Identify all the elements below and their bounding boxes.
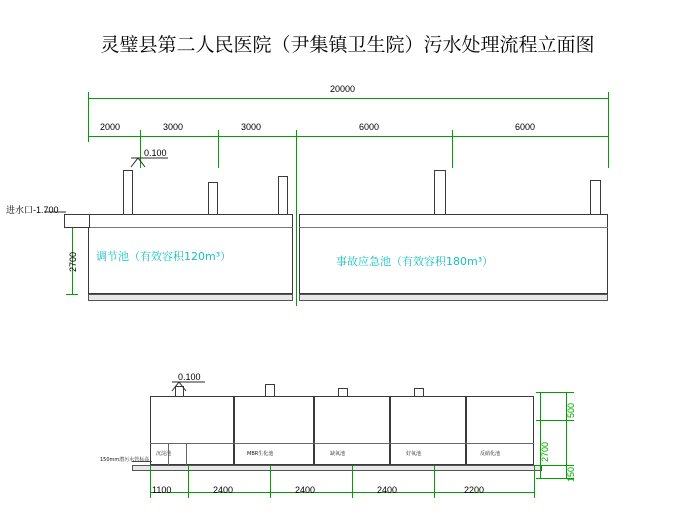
inlet-label: 进水口-1.700	[6, 205, 59, 215]
extension-line	[150, 466, 151, 492]
chamber-partition	[168, 443, 169, 465]
extension-line	[140, 136, 141, 168]
riser-pipe	[590, 180, 601, 215]
extension-line	[352, 466, 353, 492]
page-title: 灵璧县第二人民医院（尹集镇卫生院）污水处理流程立面图	[100, 34, 595, 56]
dim-tick	[66, 294, 78, 295]
tank-label-anoxic: 缺氧池	[330, 451, 346, 457]
right-dim-label-2700: 2700	[540, 441, 550, 462]
level-mark-label: 0.100	[144, 148, 167, 158]
extension-line	[452, 136, 453, 168]
riser-pipe	[338, 388, 348, 397]
riser-pipe	[434, 170, 446, 215]
pipe-note-label: 150mm潜污水管标高	[100, 457, 150, 463]
segment-dimension-label: 2000	[100, 122, 121, 132]
overall-dimension-line	[88, 98, 608, 99]
dim-tick	[536, 465, 574, 466]
base-slab	[88, 294, 293, 301]
bottom-dim-label: 2400	[213, 485, 234, 495]
tank-label-regulating: 调节池（有效容积120m³）	[96, 250, 232, 263]
tank-label-emergency: 事故应急池（有效容积180m³）	[336, 255, 494, 268]
right-dim-label-150: 150	[566, 466, 576, 482]
right-dimension-line-inner	[540, 392, 541, 478]
tank-label-mbr: MBR生化池	[247, 451, 274, 457]
riser-pipe	[278, 176, 288, 215]
tank-aerobic	[390, 396, 466, 465]
bottom-dim-label: 2200	[464, 485, 485, 495]
tank-mbr	[234, 396, 314, 465]
inlet-box	[64, 214, 90, 228]
level-mark-label-bottom: 0.100	[178, 372, 201, 382]
pipe-leader-line	[132, 461, 152, 462]
level-mark-triangle-icon	[131, 158, 145, 167]
extension-line	[296, 136, 297, 306]
bottom-dim-label: 1100	[152, 485, 172, 495]
extension-line	[434, 466, 435, 492]
right-dim-label-500: 500	[566, 402, 576, 418]
tank-label-sedimentation: 沉淀池	[156, 451, 172, 457]
riser-pipe	[175, 386, 184, 397]
riser-pipe	[265, 384, 275, 397]
segment-dimension-label: 3000	[163, 122, 184, 132]
bottom-dim-label: 2400	[377, 485, 398, 495]
riser-pipe	[123, 170, 133, 215]
segment-dimension-label: 3000	[241, 122, 262, 132]
riser-pipe	[208, 182, 218, 215]
height-dimension-label: 2700	[68, 251, 78, 272]
dim-tick	[536, 420, 574, 421]
tank-top-strip	[299, 227, 608, 228]
riser-pipe	[414, 388, 424, 397]
tank-label-denitrification: 反硝化池	[480, 451, 501, 457]
chamber-partition	[186, 443, 187, 465]
extension-line	[218, 136, 219, 168]
segment-dimension-line	[88, 136, 608, 137]
overall-dimension-label: 20000	[330, 84, 356, 94]
bottom-dim-label: 2400	[295, 485, 316, 495]
extension-line	[188, 466, 189, 492]
extension-line	[608, 98, 609, 168]
dim-tick	[536, 392, 574, 393]
segment-dimension-label: 6000	[515, 122, 536, 132]
base-slab-bottom	[132, 465, 542, 471]
extension-line	[270, 466, 271, 492]
chamber-top-line	[150, 443, 534, 444]
extension-line	[534, 466, 535, 492]
tank-anoxic	[314, 396, 390, 465]
base-slab	[299, 294, 608, 301]
tank-label-aerobic: 好氧池	[406, 451, 422, 457]
segment-dimension-label: 6000	[359, 122, 380, 132]
tank-top-strip	[88, 227, 293, 228]
extension-line	[88, 98, 89, 136]
